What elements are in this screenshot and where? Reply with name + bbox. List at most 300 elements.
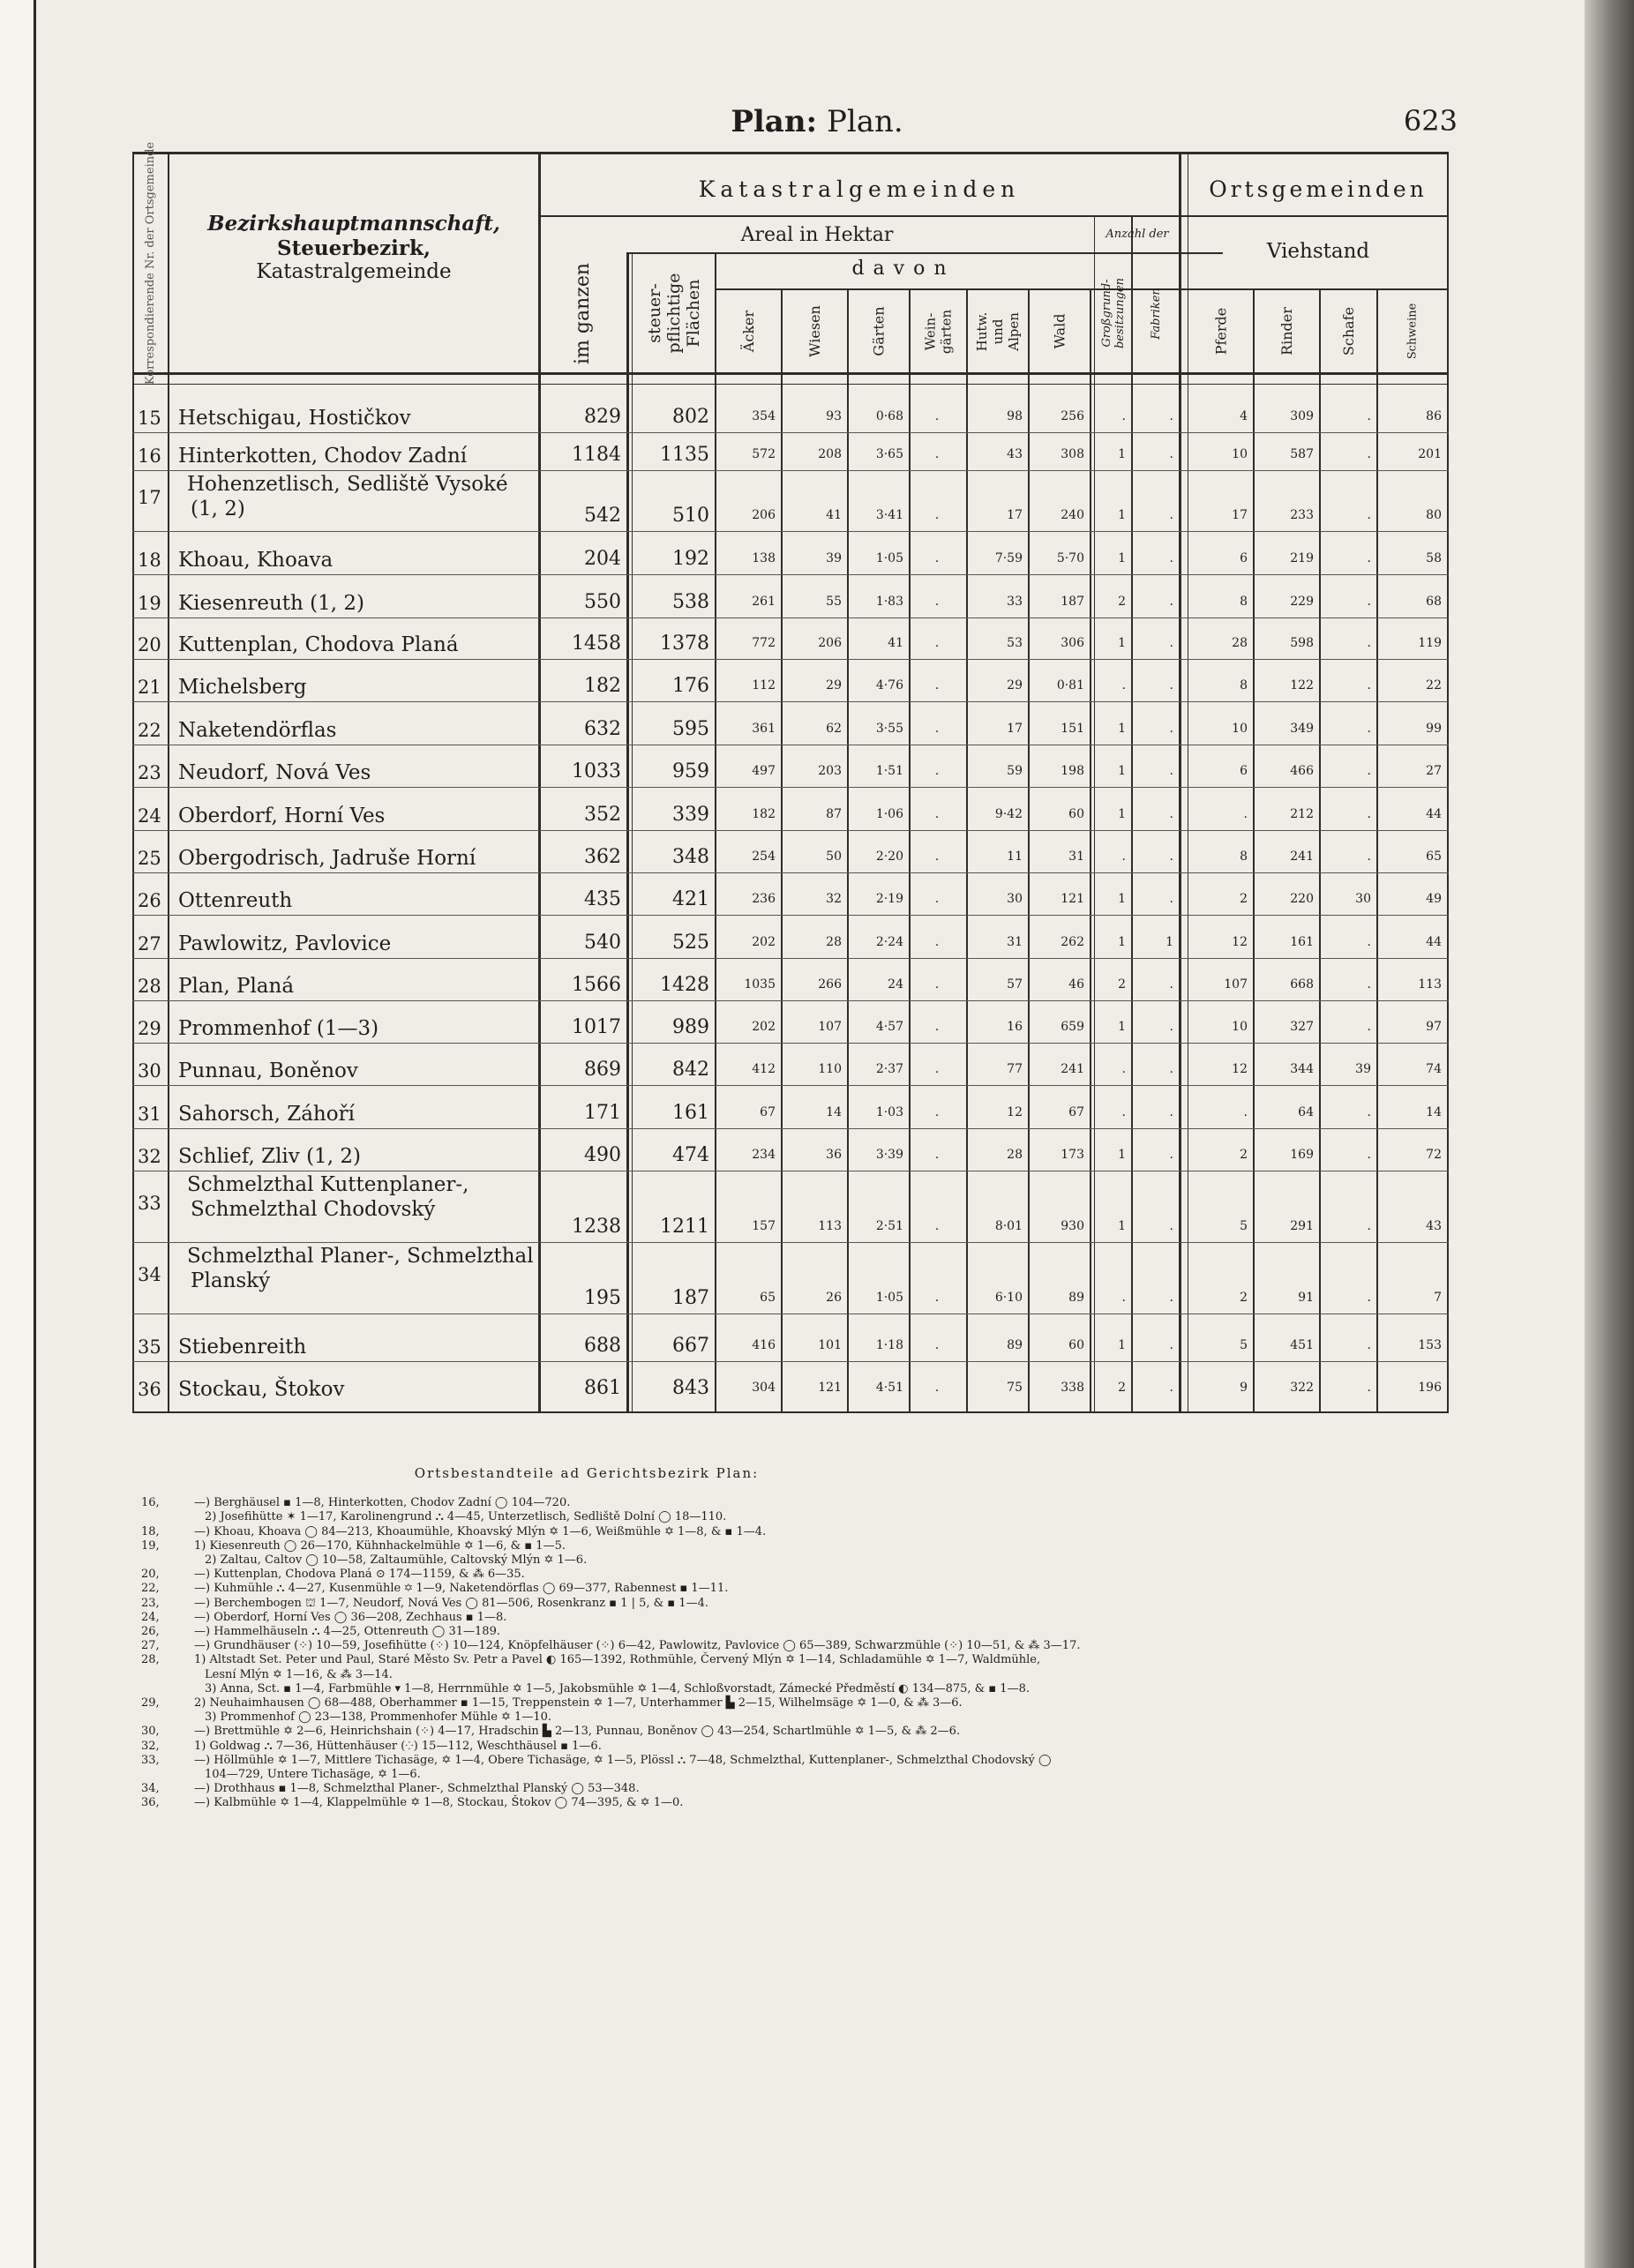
cell-gaerten: 1·05 bbox=[875, 551, 903, 565]
footnote-line bbox=[141, 1682, 1456, 1696]
header-viehstand: Viehstand bbox=[1266, 240, 1370, 263]
cell-hutw: 30 bbox=[1007, 892, 1023, 906]
cell-schweine: 14 bbox=[1426, 1105, 1442, 1119]
cell-steuer: 1211 bbox=[660, 1216, 709, 1238]
row-number: 31 bbox=[138, 1104, 161, 1125]
footnote-number: 28, bbox=[141, 1653, 160, 1667]
gemeinde-name-line: Pawlowitz, Pavlovice bbox=[178, 932, 392, 955]
footnotes bbox=[141, 1466, 1456, 1811]
row-number: 16 bbox=[138, 445, 161, 467]
col-rule-schafe bbox=[1376, 288, 1378, 1413]
cell-hutw: 53 bbox=[1007, 636, 1023, 650]
cell-pferde: 5 bbox=[1240, 1338, 1248, 1352]
footnote-text: 3) Anna, Sct. ▪ 1—4, Farbmühle ▾ 1—8, Herrnmühle ✡ 1—5, Jakobsmühle ✡ 1—4, Schloßvorstadt, Zámecké Předměstí ◐ 134—875, & ▪ 1—8. bbox=[205, 1681, 1030, 1695]
footnote-line bbox=[141, 1597, 1456, 1611]
cell-wald: 46 bbox=[1068, 977, 1084, 992]
cell-aecker: 206 bbox=[752, 508, 776, 522]
row-rule bbox=[132, 1043, 1449, 1044]
cell-hutw: 28 bbox=[1007, 1148, 1023, 1162]
gemeinde-name bbox=[178, 760, 531, 785]
cell-ganz: 204 bbox=[584, 548, 621, 570]
cell-gross: 1 bbox=[1118, 807, 1126, 821]
header-schweine: Schweine bbox=[1405, 303, 1420, 360]
cell-wein: . bbox=[934, 1062, 940, 1076]
cell-gaerten: 24 bbox=[888, 977, 903, 992]
row-rule bbox=[132, 1128, 1449, 1129]
cell-hutw: 7·59 bbox=[994, 551, 1023, 565]
cell-aecker: 182 bbox=[752, 807, 776, 821]
footnote-number: 20, bbox=[141, 1568, 160, 1582]
cell-wein: . bbox=[934, 1219, 940, 1233]
cell-gross: 1 bbox=[1118, 1338, 1126, 1352]
cell-ganz: 829 bbox=[584, 406, 621, 428]
cell-schweine: 22 bbox=[1426, 678, 1442, 692]
cell-wiesen: 50 bbox=[826, 850, 842, 864]
cell-aecker: 157 bbox=[752, 1219, 776, 1233]
col-rule-gaerten bbox=[909, 288, 911, 1413]
cell-pferde: 8 bbox=[1240, 850, 1248, 864]
cell-steuer: 525 bbox=[672, 932, 709, 954]
footnote-number: 30, bbox=[141, 1725, 160, 1739]
cell-wiesen: 110 bbox=[818, 1062, 842, 1076]
cell-hutw: 17 bbox=[1007, 722, 1023, 736]
row-number: 27 bbox=[138, 933, 161, 954]
cell-ganz: 1033 bbox=[572, 760, 621, 782]
cell-rinder: 122 bbox=[1290, 678, 1314, 692]
cell-wein: . bbox=[934, 508, 940, 522]
cell-rinder: 212 bbox=[1290, 807, 1314, 821]
cell-gross: 1 bbox=[1118, 764, 1126, 778]
gemeinde-name-line: Schmelzthal Planer-, Schmelzthal bbox=[187, 1245, 534, 1268]
cell-schweine: 80 bbox=[1426, 508, 1442, 522]
cell-gaerten: 41 bbox=[888, 636, 903, 650]
row-rule bbox=[132, 659, 1449, 660]
cell-ganz: 435 bbox=[584, 888, 621, 910]
gemeinde-name bbox=[178, 932, 531, 956]
header-areal: Areal in Hektar bbox=[740, 224, 894, 246]
cell-steuer: 538 bbox=[672, 591, 709, 613]
cell-ganz: 490 bbox=[584, 1144, 621, 1166]
footnote-text: —) Berchembogen ⛫ 1—7, Neudorf, Nová Ves ◯ 81—506, Rosenkranz ▪ 1 | 5, & ▪ 1—4. bbox=[194, 1596, 708, 1610]
cell-pferde: 4 bbox=[1240, 409, 1248, 423]
row-rule bbox=[132, 958, 1449, 959]
footnote-text: 3) Prommenhof ◯ 23—138, Prommenhofer Mühle ✡ 1—10. bbox=[205, 1710, 551, 1725]
cell-ganz: 352 bbox=[584, 804, 621, 826]
cell-ganz: 550 bbox=[584, 591, 621, 613]
cell-schafe: . bbox=[1367, 636, 1371, 650]
cell-wein: . bbox=[934, 1020, 940, 1034]
cell-pferde: 107 bbox=[1224, 977, 1248, 992]
cell-schweine: 7 bbox=[1434, 1291, 1442, 1305]
footnote-text: 2) Zaltau, Caltov ◯ 10—58, Zaltaumühle, Caltovský Mlýn ✡ 1—6. bbox=[205, 1553, 588, 1568]
row-rule bbox=[132, 1085, 1449, 1086]
row-number: 17 bbox=[138, 486, 161, 508]
gemeinde-name bbox=[178, 974, 531, 999]
cell-gaerten: 1·03 bbox=[875, 1105, 903, 1119]
cell-steuer: 474 bbox=[672, 1144, 709, 1166]
cell-hutw: 75 bbox=[1007, 1381, 1023, 1395]
cell-gaerten: 3·65 bbox=[875, 447, 903, 461]
gemeinde-name bbox=[178, 1102, 531, 1127]
row-number: 24 bbox=[138, 805, 161, 827]
cell-rinder: 291 bbox=[1290, 1219, 1314, 1233]
col-rule-fabr bbox=[1179, 152, 1181, 1413]
cell-aecker: 65 bbox=[760, 1291, 776, 1305]
footnote-number: 22, bbox=[141, 1582, 160, 1596]
cell-rinder: 219 bbox=[1290, 551, 1314, 565]
footnote-line bbox=[141, 1568, 1456, 1582]
footnote-line bbox=[141, 1553, 1456, 1568]
cell-wein: . bbox=[934, 1381, 940, 1395]
cell-gross: 1 bbox=[1118, 1020, 1126, 1034]
cell-gaerten: 2·24 bbox=[875, 935, 903, 949]
cell-pferde: 6 bbox=[1240, 764, 1248, 778]
cell-fabr: . bbox=[1169, 636, 1173, 650]
cell-gross: . bbox=[1121, 1291, 1126, 1305]
gemeinde-name bbox=[178, 675, 531, 700]
gemeinde-name bbox=[178, 846, 531, 871]
cell-pferde: 2 bbox=[1240, 1291, 1248, 1305]
cell-hutw: 11 bbox=[1007, 850, 1023, 864]
gemeinde-name-line: Oberdorf, Horní Ves bbox=[178, 805, 386, 827]
cell-rinder: 229 bbox=[1290, 595, 1314, 609]
cell-hutw: 31 bbox=[1007, 935, 1023, 949]
gemeinde-name-line: Hetschigau, Hostičkov bbox=[178, 407, 411, 430]
cell-gaerten: 1·18 bbox=[875, 1338, 903, 1352]
cell-fabr: . bbox=[1169, 977, 1173, 992]
cell-ganz: 542 bbox=[584, 505, 621, 527]
row-rule bbox=[132, 1361, 1449, 1362]
cell-fabr: . bbox=[1169, 1062, 1173, 1076]
cell-schweine: 68 bbox=[1426, 595, 1442, 609]
footnote-text: —) Kalbmühle ✡ 1—4, Klappelmühle ✡ 1—8, Stockau, Štokov ◯ 74—395, & ✡ 1—0. bbox=[194, 1796, 684, 1810]
table-right-rule bbox=[1447, 152, 1449, 1413]
cell-wald: 241 bbox=[1061, 1062, 1084, 1076]
gemeinde-name-line: Michelsberg bbox=[178, 676, 307, 699]
row-number: 18 bbox=[138, 550, 161, 571]
cell-schafe: . bbox=[1367, 1148, 1371, 1162]
cell-schafe: . bbox=[1367, 935, 1371, 949]
cell-schafe: . bbox=[1367, 508, 1371, 522]
gemeinde-name bbox=[178, 1144, 531, 1169]
footnote-line bbox=[141, 1696, 1456, 1710]
gemeinde-name bbox=[187, 472, 540, 521]
cell-schweine: 72 bbox=[1426, 1148, 1442, 1162]
cell-ganz: 540 bbox=[584, 932, 621, 954]
cell-ganz: 182 bbox=[584, 675, 621, 697]
cell-wiesen: 36 bbox=[826, 1148, 842, 1162]
header-grossgrund: Großgrund-besitzungen bbox=[1100, 277, 1128, 349]
gemeinde-name-line: (1, 2) bbox=[191, 498, 245, 520]
cell-schweine: 43 bbox=[1426, 1219, 1442, 1233]
row-rule bbox=[132, 470, 1449, 471]
footnote-number: 33, bbox=[141, 1753, 160, 1767]
cell-hutw: 89 bbox=[1007, 1338, 1023, 1352]
footnotes-title: Ortsbestandteile ad Gerichtsbezirk Plan: bbox=[414, 1465, 760, 1481]
col-rule-aecker bbox=[781, 288, 783, 1413]
cell-schweine: 74 bbox=[1426, 1062, 1442, 1076]
gemeinde-name-line: Khoau, Khoava bbox=[178, 549, 334, 572]
cell-fabr: . bbox=[1169, 551, 1173, 565]
cell-wald: 0·81 bbox=[1056, 678, 1084, 692]
cell-aecker: 112 bbox=[752, 678, 776, 692]
cell-gross: 1 bbox=[1118, 447, 1126, 461]
cell-steuer: 989 bbox=[672, 1016, 709, 1038]
cell-schweine: 113 bbox=[1418, 977, 1442, 992]
cell-wald: 240 bbox=[1061, 508, 1084, 522]
cell-gaerten: 2·51 bbox=[875, 1219, 903, 1233]
cell-pferde: 12 bbox=[1232, 1062, 1248, 1076]
cell-ganz: 362 bbox=[584, 846, 621, 868]
footnote-line bbox=[141, 1582, 1456, 1596]
cell-fabr: . bbox=[1169, 1219, 1173, 1233]
cell-aecker: 261 bbox=[752, 595, 776, 609]
cell-gaerten: 4·76 bbox=[875, 678, 903, 692]
cell-steuer: 1428 bbox=[660, 974, 709, 996]
cell-schafe: . bbox=[1367, 1381, 1371, 1395]
cell-schweine: 65 bbox=[1426, 850, 1442, 864]
cell-wald: 173 bbox=[1061, 1148, 1084, 1162]
header-bottom-rule bbox=[132, 372, 1449, 375]
cell-rinder: 349 bbox=[1290, 722, 1314, 736]
cell-wiesen: 39 bbox=[826, 551, 842, 565]
cell-aecker: 67 bbox=[760, 1105, 776, 1119]
footnote-text: 1) Goldwag ⛬ 7—36, Hüttenhäuser (⁘) 15—112, Weschthäusel ▪ 1—6. bbox=[194, 1739, 602, 1753]
cell-steuer: 843 bbox=[672, 1377, 709, 1399]
cell-wiesen: 93 bbox=[826, 409, 842, 423]
cell-schweine: 86 bbox=[1426, 409, 1442, 423]
cell-pferde: 12 bbox=[1232, 935, 1248, 949]
cell-steuer: 421 bbox=[672, 888, 709, 910]
cell-gaerten: 1·05 bbox=[875, 1291, 903, 1305]
header-schafe: Schafe bbox=[1340, 306, 1357, 356]
gemeinde-name-line: Schmelzthal Chodovský bbox=[191, 1198, 436, 1221]
cell-rinder: 169 bbox=[1290, 1148, 1314, 1162]
cell-schafe: . bbox=[1367, 850, 1371, 864]
row-rule bbox=[132, 1242, 1449, 1243]
cell-wiesen: 203 bbox=[818, 764, 842, 778]
gemeinde-name-line: Neudorf, Nová Ves bbox=[178, 761, 371, 784]
row-rule bbox=[132, 432, 1449, 433]
gemeinde-name-line: Sahorsch, Záhoří bbox=[178, 1103, 355, 1126]
cell-wald: 121 bbox=[1061, 892, 1084, 906]
cell-wein: . bbox=[934, 447, 940, 461]
cell-wald: 89 bbox=[1068, 1291, 1084, 1305]
cell-schweine: 196 bbox=[1418, 1381, 1442, 1395]
footnote-text: 2) Neuhaimhausen ◯ 68—488, Oberhammer ▪ 1—15, Treppenstein ✡ 1—7, Unterhammer ▙ 2—15, Wilhelmsäge ✡ 1—0, & ⁂ 3—6. bbox=[194, 1696, 963, 1710]
row-number: 26 bbox=[138, 890, 161, 911]
cell-rinder: 220 bbox=[1290, 892, 1314, 906]
cell-gross: 1 bbox=[1118, 935, 1126, 949]
cell-ganz: 171 bbox=[584, 1102, 621, 1124]
row-number: 19 bbox=[138, 593, 161, 614]
cell-rinder: 327 bbox=[1290, 1020, 1314, 1034]
row-number: 30 bbox=[138, 1060, 161, 1082]
gemeinde-name bbox=[178, 632, 531, 657]
header-fabriken: Fabriken bbox=[1149, 287, 1163, 340]
cell-schweine: 153 bbox=[1418, 1338, 1442, 1352]
cell-wein: . bbox=[934, 935, 940, 949]
header-hutweiden: Hutw. und Alpen bbox=[974, 311, 1022, 351]
gemeinde-name bbox=[178, 804, 531, 828]
cell-wald: 262 bbox=[1061, 935, 1084, 949]
cell-rinder: 344 bbox=[1290, 1062, 1314, 1076]
row-number: 29 bbox=[138, 1018, 161, 1039]
cell-hutw: 98 bbox=[1007, 409, 1023, 423]
cell-gross: 1 bbox=[1118, 1148, 1126, 1162]
cell-gross: . bbox=[1121, 1105, 1126, 1119]
cell-hutw: 9·42 bbox=[994, 807, 1023, 821]
footnote-line bbox=[141, 1525, 1456, 1539]
cell-wald: 31 bbox=[1068, 850, 1084, 864]
footnote-text: 2) Josefihütte ✶ 1—17, Karolinengrund ⛬ 4—45, Unterzetlisch, Sedliště Dolní ◯ 18—110. bbox=[205, 1510, 727, 1524]
header-katastralgemeinden: Katastralgemeinden bbox=[698, 176, 1021, 202]
row-number: 22 bbox=[138, 720, 161, 741]
footnote-line bbox=[141, 1639, 1456, 1653]
cell-steuer: 161 bbox=[672, 1102, 709, 1124]
footnote-text: —) Drothhaus ▪ 1—8, Schmelzthal Planer-, Schmelzthal Planský ◯ 53—348. bbox=[194, 1782, 640, 1796]
cell-pferde: 10 bbox=[1232, 447, 1248, 461]
row-rule bbox=[132, 574, 1449, 575]
cell-pferde: 8 bbox=[1240, 595, 1248, 609]
cell-ganz: 1017 bbox=[572, 1016, 621, 1038]
cell-wiesen: 41 bbox=[826, 508, 842, 522]
footnote-number: 19, bbox=[141, 1538, 160, 1553]
cell-pferde: . bbox=[1243, 807, 1248, 821]
cell-pferde: 5 bbox=[1240, 1219, 1248, 1233]
footnote-line bbox=[141, 1710, 1456, 1725]
cell-gross: 1 bbox=[1118, 892, 1126, 906]
cell-wein: . bbox=[934, 595, 940, 609]
cell-aecker: 202 bbox=[752, 1020, 776, 1034]
cell-rinder: 466 bbox=[1290, 764, 1314, 778]
cell-wiesen: 206 bbox=[818, 636, 842, 650]
footnote-text: —) Brettmühle ✡ 2—6, Heinrichshain (⁘) 4—17, Hradschin ▙ 2—13, Punnau, Boněnov ◯ 43—254, Schartlmühle ✡ 1—5, & ⁂ 2—6. bbox=[194, 1725, 961, 1739]
cell-schafe: . bbox=[1367, 1020, 1371, 1034]
cell-fabr: . bbox=[1169, 1105, 1173, 1119]
cell-fabr: . bbox=[1169, 892, 1173, 906]
statistics-table bbox=[132, 141, 1449, 1413]
cell-wein: . bbox=[934, 807, 940, 821]
row-number: 33 bbox=[138, 1192, 161, 1214]
cell-wiesen: 107 bbox=[818, 1020, 842, 1034]
cell-schafe: . bbox=[1367, 1291, 1371, 1305]
cell-schafe: . bbox=[1367, 678, 1371, 692]
cell-gaerten: 1·83 bbox=[875, 595, 903, 609]
footnote-line bbox=[141, 1668, 1456, 1682]
cell-schweine: 49 bbox=[1426, 892, 1442, 906]
cell-fabr: . bbox=[1169, 764, 1173, 778]
footnote-text: 1) Kiesenreuth ◯ 26—170, Kühnhackelmühle ✡ 1—6, & ▪ 1—5. bbox=[194, 1538, 566, 1553]
gemeinde-name bbox=[178, 1335, 531, 1359]
row-rule bbox=[132, 915, 1449, 916]
cell-steuer: 1378 bbox=[660, 632, 709, 655]
gemeinde-name bbox=[178, 1016, 531, 1041]
footnote-text: —) Khoau, Khoava ◯ 84—213, Khoaumühle, Khoavský Mlýn ✡ 1—6, Weißmühle ✡ 1—8, & ▪ 1—4. bbox=[194, 1524, 767, 1538]
cell-gross: 2 bbox=[1118, 1381, 1126, 1395]
cell-rinder: 64 bbox=[1298, 1105, 1314, 1119]
footnote-line bbox=[141, 1510, 1456, 1524]
cell-steuer: 192 bbox=[672, 548, 709, 570]
header-weingaerten: Wein-gärten bbox=[922, 309, 955, 354]
gemeinde-name-line: Schlief, Zliv (1, 2) bbox=[178, 1145, 361, 1168]
cell-schafe: . bbox=[1367, 409, 1371, 423]
row-number: 21 bbox=[138, 677, 161, 698]
cell-schafe: . bbox=[1367, 1219, 1371, 1233]
cell-gross: 1 bbox=[1118, 636, 1126, 650]
cell-schafe: . bbox=[1367, 1105, 1371, 1119]
cell-wald: 306 bbox=[1061, 636, 1084, 650]
cell-schweine: 44 bbox=[1426, 935, 1442, 949]
cell-wald: 930 bbox=[1061, 1219, 1084, 1233]
cell-aecker: 572 bbox=[752, 447, 776, 461]
footnote-number: 18, bbox=[141, 1524, 160, 1538]
cell-hutw: 8·01 bbox=[994, 1219, 1023, 1233]
row-number: 34 bbox=[138, 1263, 161, 1285]
gemeinde-name-line: Hinterkotten, Chodov Zadní bbox=[178, 445, 468, 468]
header-bezirk: Bezirkshauptmannschaft, bbox=[207, 212, 500, 236]
cell-aecker: 1035 bbox=[744, 977, 776, 992]
footnote-text: —) Grundhäuser (⁘) 10—59, Josefihütte (⁘) 10—124, Knöpfelhäuser (⁘) 6—42, Pawlowitz, Pavlovice ◯ 65—389, Schwarzmühle (⁘) 10—51, & ⁂ 3—17. bbox=[194, 1639, 1081, 1653]
cell-fabr: . bbox=[1169, 807, 1173, 821]
header-rinder: Rinder bbox=[1278, 307, 1295, 356]
cell-ganz: 869 bbox=[584, 1059, 621, 1081]
gemeinde-name-line: Ottenreuth bbox=[178, 889, 293, 912]
cell-schafe: . bbox=[1367, 551, 1371, 565]
cell-wein: . bbox=[934, 977, 940, 992]
col-rule-ganzen bbox=[626, 252, 629, 1413]
gemeinde-name bbox=[187, 1172, 540, 1222]
cell-steuer: 959 bbox=[672, 760, 709, 782]
rule-under-ortsgemeinden bbox=[1188, 215, 1447, 217]
gemeinde-name-line: Stockau, Štokov bbox=[178, 1378, 345, 1401]
footnote-text: Lesní Mlýn ✡ 1—16, & ⁂ 3—14. bbox=[205, 1667, 393, 1681]
col-rule-steuer bbox=[715, 252, 716, 1413]
footnote-line bbox=[141, 1611, 1456, 1625]
row-rule bbox=[132, 787, 1449, 788]
footnote-line bbox=[141, 1496, 1456, 1510]
row-number: 23 bbox=[138, 762, 161, 783]
cell-pferde: 2 bbox=[1240, 892, 1248, 906]
cell-ganz: 195 bbox=[584, 1287, 621, 1309]
cell-wiesen: 113 bbox=[818, 1219, 842, 1233]
header-gaerten: Gärten bbox=[870, 306, 888, 356]
cell-wein: . bbox=[934, 1148, 940, 1162]
gemeinde-name-line: Obergodrisch, Jadruše Horní bbox=[178, 847, 476, 870]
cell-hutw: 6·10 bbox=[994, 1291, 1023, 1305]
cell-pferde: 9 bbox=[1240, 1381, 1248, 1395]
footnote-number: 36, bbox=[141, 1796, 160, 1810]
footnote-line bbox=[141, 1754, 1456, 1768]
cell-aecker: 202 bbox=[752, 935, 776, 949]
cell-pferde: 28 bbox=[1232, 636, 1248, 650]
cell-hutw: 16 bbox=[1007, 1020, 1023, 1034]
cell-hutw: 59 bbox=[1007, 764, 1023, 778]
gemeinde-name-line: Kiesenreuth (1, 2) bbox=[178, 592, 364, 615]
cell-wald: 198 bbox=[1061, 764, 1084, 778]
footnote-lines bbox=[141, 1496, 1456, 1810]
cell-fabr: . bbox=[1169, 678, 1173, 692]
cell-wald: 5·70 bbox=[1056, 551, 1084, 565]
cell-ganz: 861 bbox=[584, 1377, 621, 1399]
cell-pferde: 6 bbox=[1240, 551, 1248, 565]
cell-hutw: 57 bbox=[1007, 977, 1023, 992]
gemeinde-name bbox=[178, 718, 531, 743]
cell-aecker: 234 bbox=[752, 1148, 776, 1162]
cell-fabr: . bbox=[1169, 722, 1173, 736]
cell-wiesen: 62 bbox=[826, 722, 842, 736]
cell-fabr: . bbox=[1169, 850, 1173, 864]
